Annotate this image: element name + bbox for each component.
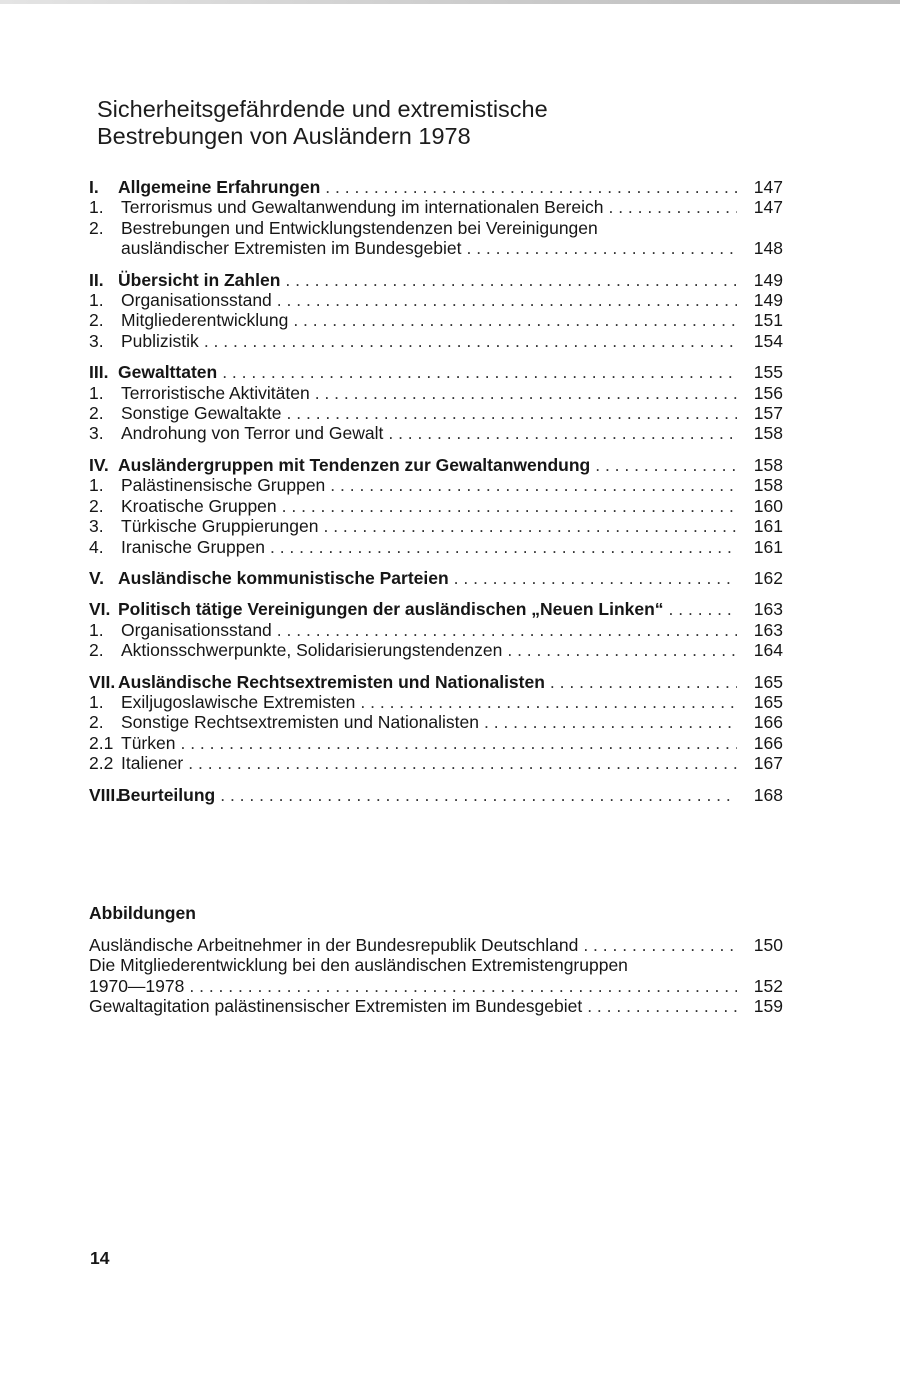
leader-dots xyxy=(180,733,737,753)
toc-section xyxy=(89,362,783,382)
title-line-2: Bestrebungen von Ausländern 1978 xyxy=(97,123,471,149)
toc-item xyxy=(89,712,783,732)
leader-dots xyxy=(293,310,737,330)
page-ref: 148 xyxy=(753,238,783,259)
leader-dots xyxy=(360,692,737,712)
item-number: 1. xyxy=(89,619,104,640)
item-number: 2. xyxy=(89,712,104,733)
item-number: 1. xyxy=(89,382,104,403)
leader-dots xyxy=(277,290,737,310)
leader-dots xyxy=(220,785,737,805)
page-ref: 157 xyxy=(753,403,783,424)
figure-title: Die Mitgliederentwicklung bei den ausländischen Extremistengruppen xyxy=(89,955,628,976)
toc-item xyxy=(89,310,783,330)
leader-dots xyxy=(330,475,737,495)
leader-dots xyxy=(669,599,737,619)
leader-dots xyxy=(325,177,737,197)
item-title: Exiljugoslawische Extremisten xyxy=(121,691,356,712)
leader-dots xyxy=(285,270,737,290)
figures-heading: Abbildungen xyxy=(89,903,196,923)
section-title: Übersicht in Zahlen xyxy=(118,269,281,290)
toc-item xyxy=(89,620,783,640)
leader-dots xyxy=(583,935,737,955)
section-number: VIII. xyxy=(89,784,121,805)
page-ref: 159 xyxy=(753,996,783,1017)
toc-section xyxy=(89,785,783,805)
leader-dots xyxy=(222,362,737,382)
item-number: 1. xyxy=(89,475,104,496)
toc-item xyxy=(89,383,783,403)
toc-item xyxy=(89,290,783,310)
section-number: IV. xyxy=(89,454,109,475)
section-title: Ausländische kommunistische Parteien xyxy=(118,567,449,588)
page-ref: 147 xyxy=(753,177,783,197)
leader-dots xyxy=(507,640,737,660)
leader-dots xyxy=(466,238,737,258)
item-title: Organisationsstand xyxy=(121,619,272,640)
item-number: 1. xyxy=(89,691,104,712)
item-title: Türkische Gruppierungen xyxy=(121,516,319,537)
page-ref: 150 xyxy=(753,935,783,955)
page-ref: 156 xyxy=(753,382,783,403)
leader-dots xyxy=(315,383,737,403)
item-number: 4. xyxy=(89,536,104,557)
toc-item xyxy=(89,496,783,516)
page-ref: 162 xyxy=(753,567,783,588)
toc-item xyxy=(89,423,783,443)
item-number: 2.1 xyxy=(89,732,114,753)
toc-item xyxy=(89,197,783,217)
section-number: VI. xyxy=(89,599,111,620)
item-title: Publizistik xyxy=(121,330,199,351)
section-title: Allgemeine Erfahrungen xyxy=(118,177,321,197)
section-number: V. xyxy=(89,567,104,588)
section-title: Ausländische Rechtsextremisten und Nationalisten xyxy=(118,671,545,692)
page-ref: 161 xyxy=(753,516,783,537)
item-title: Sonstige Rechtsextremisten und Nationalisten xyxy=(121,712,479,733)
item-title: Terrorismus und Gewaltanwendung im internationalen Bereich xyxy=(121,197,604,218)
page-ref: 165 xyxy=(753,671,783,692)
page-ref: 163 xyxy=(753,619,783,640)
page-ref: 163 xyxy=(753,599,783,620)
item-number: 3. xyxy=(89,330,104,351)
toc-item xyxy=(89,537,783,557)
page-ref: 165 xyxy=(753,691,783,712)
figure-title: Ausländische Arbeitnehmer in der Bundesrepublik Deutschland xyxy=(89,935,579,955)
leader-dots xyxy=(204,331,737,351)
item-number: 3. xyxy=(89,516,104,537)
item-title: Palästinensische Gruppen xyxy=(121,475,326,496)
leader-dots xyxy=(282,496,737,516)
page-ref: 168 xyxy=(753,784,783,805)
page-ref: 151 xyxy=(753,310,783,331)
scan-edge xyxy=(0,0,900,4)
leader-dots xyxy=(587,996,737,1016)
toc-item xyxy=(89,753,783,773)
leader-dots xyxy=(277,620,737,640)
page-ref: 164 xyxy=(753,640,783,661)
item-number: 2. xyxy=(89,403,104,424)
page-title xyxy=(97,96,717,150)
item-number: 2. xyxy=(89,310,104,331)
leader-dots xyxy=(595,455,737,475)
item-number: 2.2 xyxy=(89,753,114,774)
toc-item xyxy=(89,218,783,238)
item-title: Iranische Gruppen xyxy=(121,536,265,557)
item-title: Terroristische Aktivitäten xyxy=(121,382,310,403)
toc-section xyxy=(89,599,783,619)
leader-dots xyxy=(188,753,737,773)
page-ref: 147 xyxy=(753,197,783,218)
item-title: Bestrebungen und Entwicklungstendenzen bei Vereinigungen xyxy=(121,217,598,238)
section-title: Beurteilung xyxy=(118,784,216,805)
leader-dots xyxy=(608,197,737,217)
item-title: Sonstige Gewaltakte xyxy=(121,403,282,424)
page-ref: 149 xyxy=(753,290,783,311)
toc-item xyxy=(89,475,783,495)
leader-dots xyxy=(189,976,737,996)
figure-entry xyxy=(89,935,783,955)
item-number: 3. xyxy=(89,423,104,444)
page-ref: 149 xyxy=(753,269,783,290)
toc-section xyxy=(89,568,783,588)
page-ref: 160 xyxy=(753,495,783,516)
page-ref: 152 xyxy=(753,975,783,996)
figures-list xyxy=(89,935,783,1017)
figure-entry-continuation xyxy=(89,976,783,996)
figure-entry xyxy=(89,996,783,1016)
leader-dots xyxy=(454,568,737,588)
item-title: Androhung von Terror und Gewalt xyxy=(121,423,384,444)
leader-dots xyxy=(550,672,737,692)
toc-item xyxy=(89,692,783,712)
toc-item xyxy=(89,640,783,660)
leader-dots xyxy=(388,423,737,443)
leader-dots xyxy=(484,712,737,732)
leader-dots xyxy=(323,516,737,536)
toc-section xyxy=(89,177,783,197)
toc-item xyxy=(89,516,783,536)
item-title: Kroatische Gruppen xyxy=(121,495,277,516)
section-title: Ausländergruppen mit Tendenzen zur Gewaltanwendung xyxy=(118,454,591,475)
page-ref: 158 xyxy=(753,423,783,444)
page-number: 14 xyxy=(90,1248,110,1268)
section-title: Gewalttaten xyxy=(118,362,218,383)
page-ref: 154 xyxy=(753,330,783,351)
page-ref: 166 xyxy=(753,732,783,753)
figure-entry xyxy=(89,955,783,975)
toc-item xyxy=(89,733,783,753)
item-title: Organisationsstand xyxy=(121,290,272,311)
item-title: Türken xyxy=(121,732,176,753)
item-title: Italiener xyxy=(121,753,184,774)
section-number: II. xyxy=(89,269,104,290)
section-number: VII. xyxy=(89,671,116,692)
toc-item xyxy=(89,331,783,351)
item-number: 2. xyxy=(89,217,104,238)
item-number: 2. xyxy=(89,495,104,516)
figure-title: Gewaltagitation palästinensischer Extremisten im Bundesgebiet xyxy=(89,996,583,1017)
page-ref: 158 xyxy=(753,454,783,475)
section-number: I. xyxy=(89,177,99,197)
toc-section xyxy=(89,672,783,692)
page-ref: 167 xyxy=(753,753,783,774)
toc-section xyxy=(89,455,783,475)
page-ref: 155 xyxy=(753,362,783,383)
item-title-cont: ausländischer Extremisten im Bundesgebiet xyxy=(121,238,462,259)
toc-item-continuation xyxy=(89,238,783,258)
toc-section xyxy=(89,270,783,290)
page-ref: 161 xyxy=(753,536,783,557)
page-ref: 166 xyxy=(753,712,783,733)
item-number: 1. xyxy=(89,197,104,218)
leader-dots xyxy=(270,537,737,557)
table-of-contents xyxy=(89,177,783,805)
section-title: Politisch tätige Vereinigungen der ausländischen „Neuen Linken“ xyxy=(118,599,664,620)
item-title: Aktionsschwerpunkte, Solidarisierungstendenzen xyxy=(121,640,503,661)
toc-item xyxy=(89,403,783,423)
leader-dots xyxy=(287,403,737,423)
page-ref: 158 xyxy=(753,475,783,496)
figure-title-cont: 1970—1978 xyxy=(89,975,185,996)
title-line-1: Sicherheitsgefährdende und extremistische xyxy=(97,96,548,122)
item-title: Mitgliederentwicklung xyxy=(121,310,289,331)
item-number: 1. xyxy=(89,290,104,311)
section-number: III. xyxy=(89,362,109,383)
item-number: 2. xyxy=(89,640,104,661)
